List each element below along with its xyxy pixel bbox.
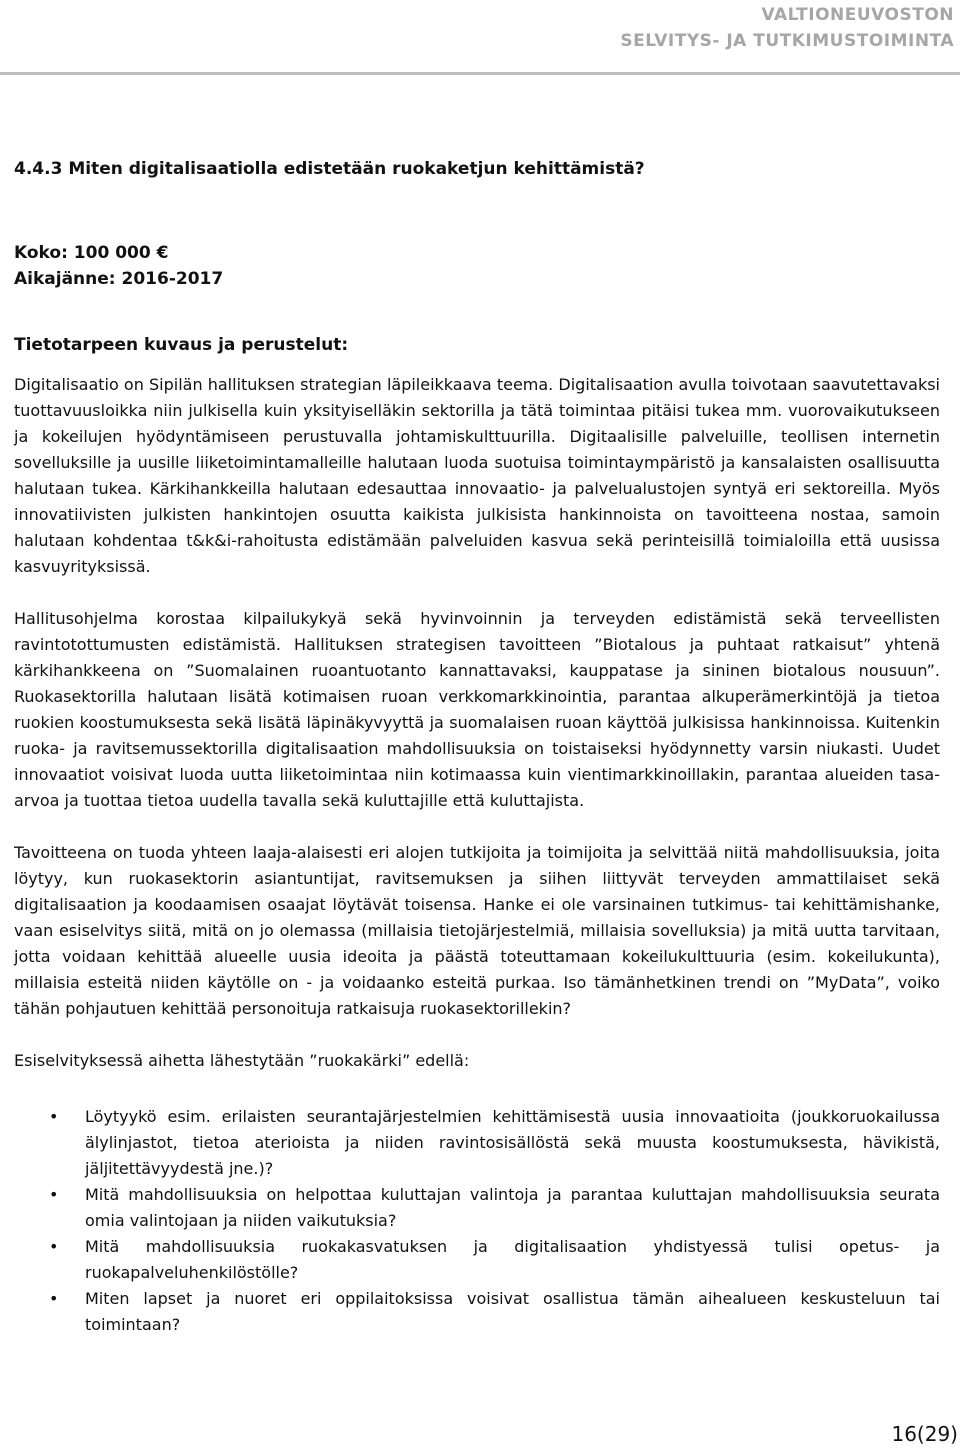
header-divider xyxy=(0,72,960,75)
paragraph: Hallitusohjelma korostaa kilpailukykyä sekä hyvinvoinnin ja terveyden edistämistä sekä terveellisten ravintotottumusten edistämistä. Hallituksen strategisen tavoitteen ”Biotalous ja puhtaat ratkaisut” yhtenä kärkihankkeena on ”Suomalainen ruoantuotanto kannattavaksi, kauppatase ja sininen biotalous nousuun”. Ruokasektorilla halutaan lisätä kotimaisen ruoan verkkomarkkinointia, parantaa alkuperämerkintöjä ja tietoa ruokien koostumuksesta sekä lisätä läpinäkyvyyttä ja suomalaisen ruoan käyttöä julkisissa hankinnoissa. Kuitenkin ruoka- ja ravitsemussektorilla digitalisaation mahdollisuuksia on toistaiseksi hyödynnetty varsin niukasti. Uudet innovaatiot voisivat luoda uutta liiketoimintaa niin kotimaassa kuin vientimarkkinoillakin, parantaa alueiden tasa-arvoa ja tuottaa tietoa uudella tavalla sekä kuluttajille että kuluttajista. xyxy=(14,609,940,810)
list-item-text: Miten lapset ja nuoret eri oppilaitoksissa voisivat osallistua tämän aihealueen keskusteluun tai toimintaan? xyxy=(85,1289,940,1334)
list-item-text: Löytyykö esim. erilaisten seurantajärjestelmien kehittämisestä uusia innovaatioita (joukkoruokailussa älylinjastot, tietoa aterioista ja niiden ravintosisällöstä sekä muusta koostumuksesta, hävikistä, jäljitettävyydestä jne.)? xyxy=(85,1107,940,1178)
paragraph: Tavoitteena on tuoda yhteen laaja-alaisesti eri alojen tutkijoita ja toimijoita ja selvittää niitä mahdollisuuksia, joita löytyy, kun ruokasektorin asiantuntijat, ravitsemuksen ja siihen liittyvät terveyden ammattilaiset sekä digitalisaation ja koodaamisen osaajat löytävät toisensa. Hanke ei ole varsinainen tutkimus- tai kehittämishanke, vaan esiselvitys siitä, mitä on jo olemassa (millaisia tietojärjestelmiä, millaisia sovelluksia) ja mitä uutta tarvitaan, jotta voidaan kehittää alueelle uusia ideoita ja päästä toteuttamaan kokeilukulttuuria (esim. kokeilukunta), millaisia esteitä niiden käytölle on - ja voidaanko esteitä purkaa. Iso tämänhetkinen trendi on ”MyData”, voiko tähän pohjautuen kehittää personoituja ratkaisuja ruokasektorillekin? xyxy=(14,843,940,1018)
bullet-list xyxy=(14,1104,940,1338)
bullet-icon: • xyxy=(49,1185,59,1204)
paragraph: Digitalisaatio on Sipilän hallituksen strategian läpileikkaava teema. Digitalisaation avulla toivotaan saavutettavaksi tuottavuusloikka niin julkisella kuin yksityiselläkin sektorilla ja tätä toimintaa pitäisi tukea mm. vuorovaikutukseen ja kokeilujen hyödyntämiseen perustuvalla johtamiskulttuurilla. Digitaalisille palveluille, teollisen internetin sovelluksille ja uusille liiketoimintamalleille halutaan luoda suotuisa toimintaympäristö ja kansalaisten osallisuutta halutaan tukea. Kärkihankkeilla halutaan edesauttaa innovaatio- ja palvelualustojen syntyä eri sektoreilla. Myös innovatiivisten julkisten hankintojen osuutta kaikista julkisista hankinnoista on tavoitteena nostaa, samoin halutaan kohdentaa t&k&i-rahoitusta edistämään palveluiden kasvua sekä perinteisillä toimialoilla että uusissa kasvuyrityksissä. xyxy=(14,375,940,576)
logo-line-1: VALTIONEUVOSTON xyxy=(761,5,954,25)
list-item xyxy=(14,1234,940,1286)
bullet-icon: • xyxy=(49,1237,59,1256)
paragraph: Esiselvityksessä aihetta lähestytään ”ruokakärki” edellä: xyxy=(14,1051,470,1070)
list-item-text: Mitä mahdollisuuksia ruokakasvatuksen ja digitalisaation yhdistyessä tulisi opetus- ja ruokapalveluhenkilöstölle? xyxy=(85,1237,940,1282)
list-item xyxy=(14,1182,940,1234)
section-heading: 4.4.3 Miten digitalisaatiolla edistetään ruokaketjun kehittämistä? xyxy=(14,159,645,179)
list-item xyxy=(14,1104,940,1182)
bullet-icon: • xyxy=(49,1107,59,1126)
list-item-text: Mitä mahdollisuuksia on helpottaa kuluttajan valintoja ja parantaa kuluttajan mahdollisuuksia seurata omia valintojaan ja niiden vaikutuksia? xyxy=(85,1185,940,1230)
project-meta xyxy=(14,240,940,292)
description-heading: Tietotarpeen kuvaus ja perustelut: xyxy=(14,335,349,355)
document-body xyxy=(14,156,940,1338)
header-logo xyxy=(620,2,954,54)
bullet-icon: • xyxy=(49,1289,59,1308)
page-number: 16(29) xyxy=(891,1422,958,1446)
project-period: Aikajänne: 2016-2017 xyxy=(14,269,224,289)
list-item xyxy=(14,1286,940,1338)
logo-line-2: SELVITYS- JA TUTKIMUSTOIMINTA xyxy=(620,31,954,51)
project-size: Koko: 100 000 € xyxy=(14,243,169,263)
